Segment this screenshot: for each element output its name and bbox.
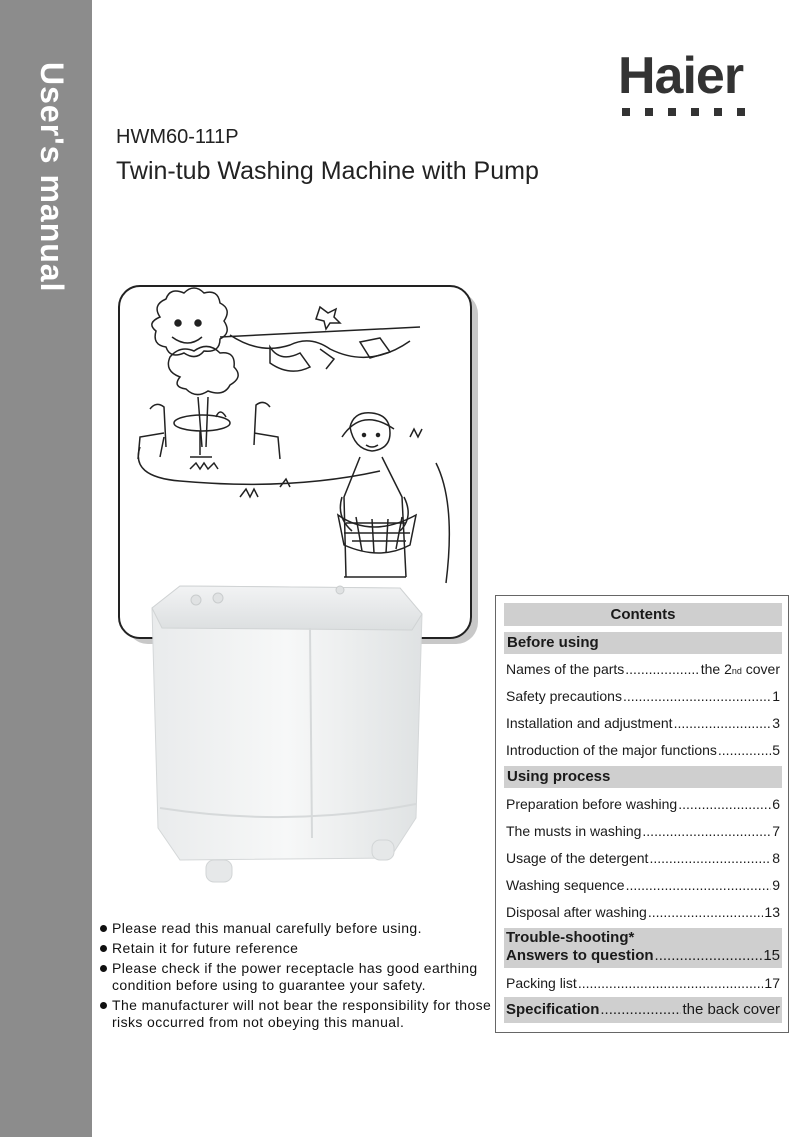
model-number: HWM60-111P (116, 126, 239, 148)
toc-item: Introduction of the major functions ..... 5 (506, 741, 780, 759)
trouble-shooting-label: Trouble-shooting* (506, 929, 635, 946)
toc-item: The musts in washing ..... 7 (506, 822, 780, 840)
note-item: Please check if the power receptacle has good earthing condition before using to guarantee your safety. (98, 960, 498, 994)
notes-list (98, 920, 498, 1034)
section-before-using: Before using (504, 632, 782, 654)
section-using-process: Using process (504, 766, 782, 788)
toc-item: Usage of the detergent ..... 8 (506, 849, 780, 867)
toc-item: Specification ..... the back cover (506, 1001, 780, 1019)
toc-item: Names of the parts ..... the 2nd cover (506, 660, 780, 680)
washing-machine-image (140, 578, 430, 898)
haier-logo (618, 47, 778, 120)
toc-item: Safety precautions ..... 1 (506, 687, 780, 705)
toc-item: Packing list ..... 17 (506, 974, 780, 992)
note-item: Please read this manual carefully before using. (98, 920, 498, 937)
toc-item: Disposal after washing ..... 13 (506, 903, 780, 921)
contents-box (495, 595, 789, 1033)
brand-name: Haier (618, 47, 744, 105)
toc-item: Installation and adjustment ..... 3 (506, 714, 780, 732)
toc-item: Preparation before washing ..... 6 (506, 795, 780, 813)
note-item: The manufacturer will not bear the responsibility for those risks occurred from not obeying this manual. (98, 997, 498, 1031)
logo-dots (622, 108, 745, 116)
product-subtitle: Twin-tub Washing Machine with Pump (116, 157, 539, 185)
users-manual-title: User's manual (34, 62, 70, 293)
contents-heading: Contents (504, 603, 782, 626)
side-banner (0, 0, 92, 1137)
toc-item: Washing sequence ..... 9 (506, 876, 780, 894)
toc-item: Answers to question ..... 15 (506, 947, 780, 965)
note-item: Retain it for future reference (98, 940, 498, 957)
